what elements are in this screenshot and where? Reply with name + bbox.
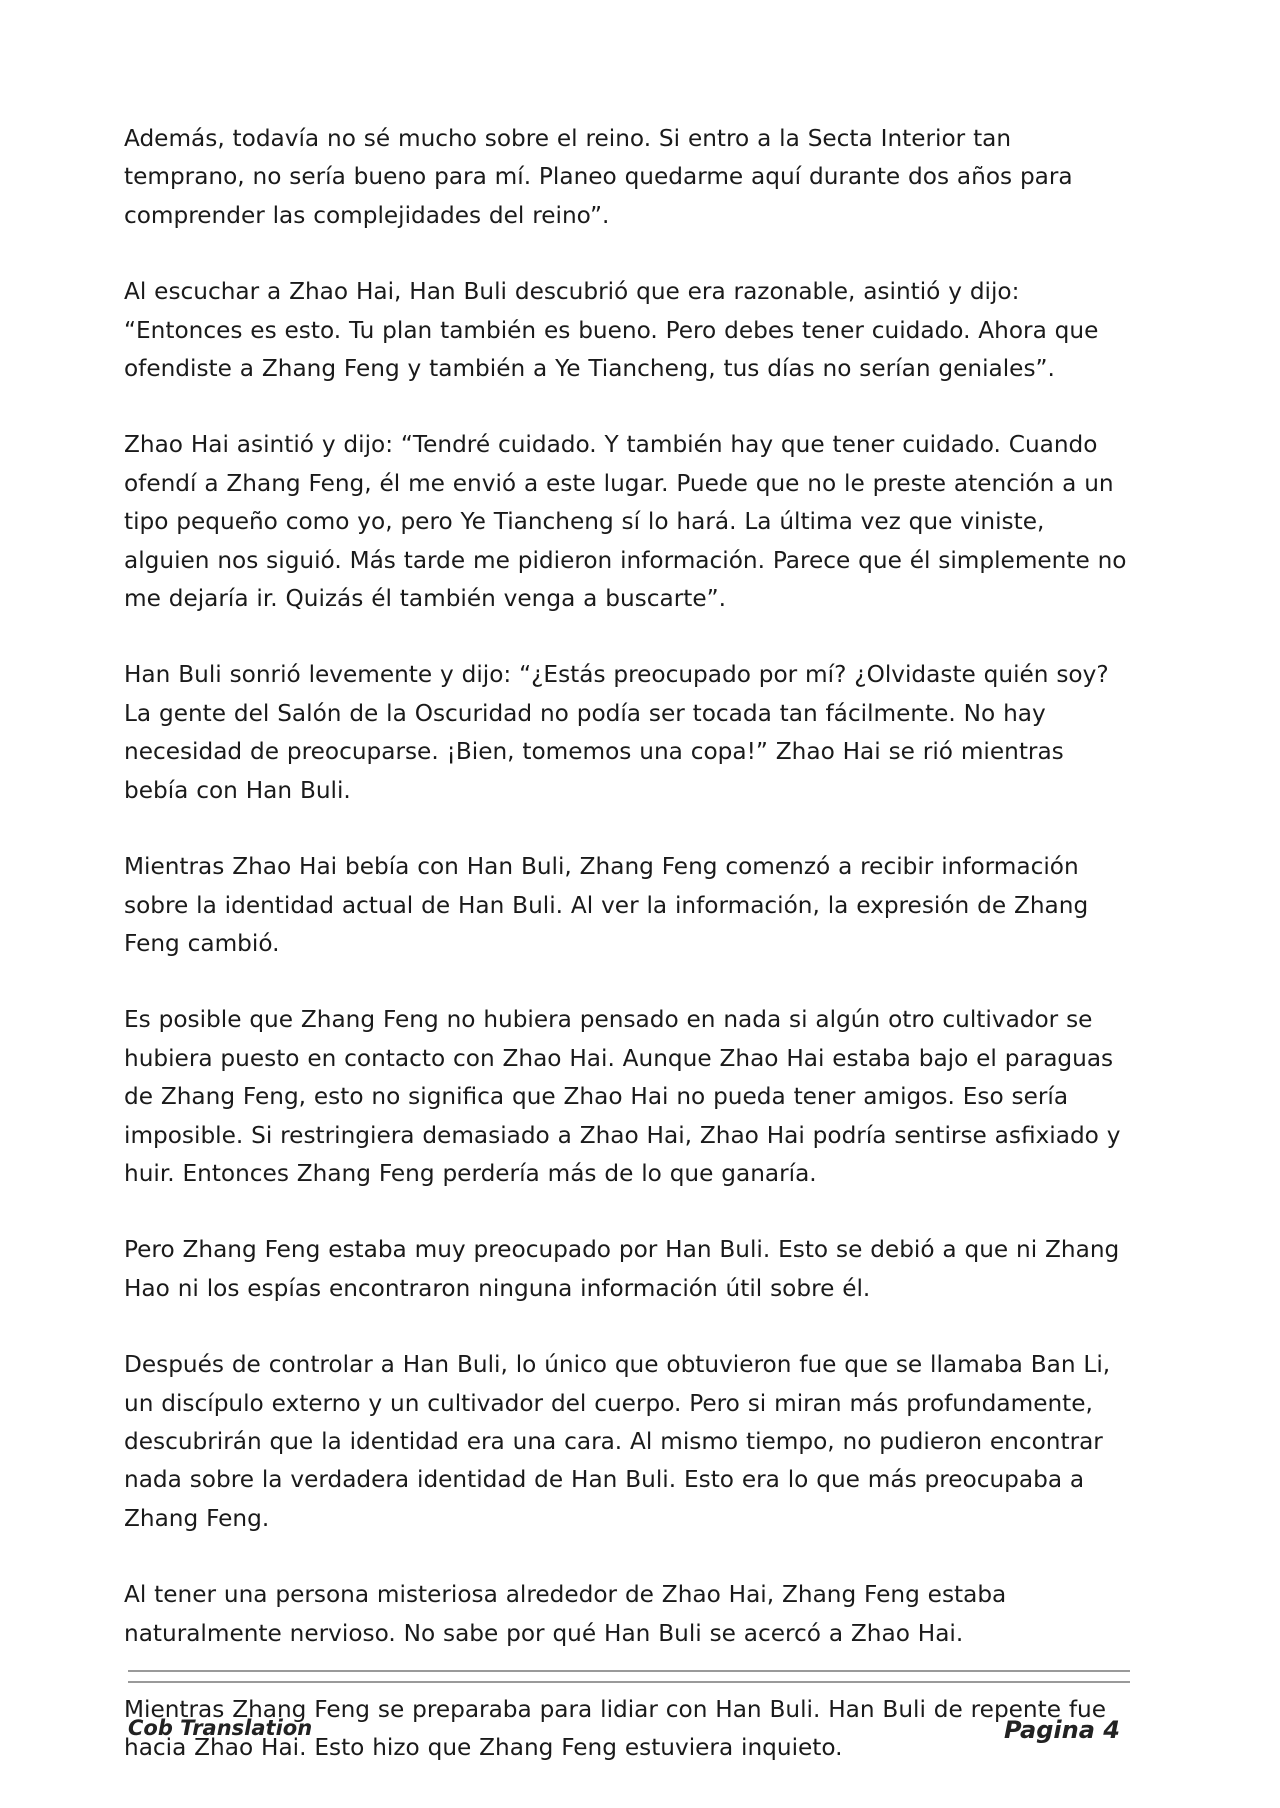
paragraph: Al tener una persona misteriosa alrededor de Zhao Hai, Zhang Feng estaba naturalmente nervioso. No sabe por qué Han Buli se acercó a Zhao Hai. [124, 1581, 1007, 1647]
paragraph: Han Buli sonrió levemente y dijo: “¿Estás preocupado por mí? ¿Olvidaste quién soy? La gente del Salón de la Oscuridad no podía ser tocada tan fácilmente. No hay necesidad de preocuparse. ¡Bien, tomemos una copa!” Zhao Hai se rió mientras bebía con Han Buli. [124, 661, 1109, 804]
footer-translator-credit: Cob Translation [128, 1716, 313, 1740]
paragraph: Mientras Zhao Hai bebía con Han Buli, Zhang Feng comenzó a recibir información sobre la identidad actual de Han Buli. Al ver la información, la expresión de Zhang Feng cambió. [124, 853, 1089, 957]
paragraph: Zhao Hai asintió y dijo: “Tendré cuidado. Y también hay que tener cuidado. Cuando ofendí a Zhang Feng, él me envió a este lugar. Puede que no le preste atención a un tipo pequeño como yo, pero Ye Tiancheng sí lo hará. La última vez que viniste, alguien nos siguió. Más tarde me pidieron información. Parece que él simplemente no me dejaría ir. Quizás él también venga a buscarte”. [124, 431, 1127, 613]
paragraph: Además, todavía no sé mucho sobre el reino. Si entro a la Secta Interior tan temprano, no sería bueno para mí. Planeo quedarme aquí durante dos años para comprender las complejidades del reino”. [124, 125, 1073, 229]
page-body [124, 120, 1134, 1806]
paragraph: Después de controlar a Han Buli, lo único que obtuvieron fue que se llamaba Ban Li, un discípulo externo y un cultivador del cuerpo. Pero si miran más profundamente, descubrirán que la identidad era una cara. Al mismo tiempo, no pudieron encontrar nada sobre la verdadera identidad de Han Buli. Esto era lo que más preocupaba a Zhang Feng. [124, 1351, 1111, 1532]
paragraph: Mientras Zhang Feng se preparaba para lidiar con Han Buli. Han Buli de repente fue hacia Zhao Hai. Esto hizo que Zhang Feng estuviera inquieto. [124, 1696, 1106, 1762]
footer-divider-top [128, 1670, 1130, 1672]
footer-page-number: Pagina 4 [1004, 1716, 1120, 1744]
paragraph: Es posible que Zhang Feng no hubiera pensado en nada si algún otro cultivador se hubiera puesto en contacto con Zhao Hai. Aunque Zhao Hai estaba bajo el paraguas de Zhang Feng, esto no significa que Zhao Hai no pueda tener amigos. Eso sería imposible. Si restringiera demasiado a Zhao Hai, Zhao Hai podría sentirse asfixiado y huir. Entonces Zhang Feng perdería más de lo que ganaría. [124, 1006, 1121, 1187]
paragraph: Al escuchar a Zhao Hai, Han Buli descubrió que era razonable, asintió y dijo: “Entonces es esto. Tu plan también es bueno. Pero debes tener cuidado. Ahora que ofendiste a Zhang Feng y también a Ye Tiancheng, tus días no serían geniales”. [124, 278, 1099, 383]
paragraph: Pero Zhang Feng estaba muy preocupado por Han Buli. Esto se debió a que ni Zhang Hao ni los espías encontraron ninguna información útil sobre él. [124, 1236, 1120, 1302]
footer-divider-bottom [128, 1681, 1130, 1683]
